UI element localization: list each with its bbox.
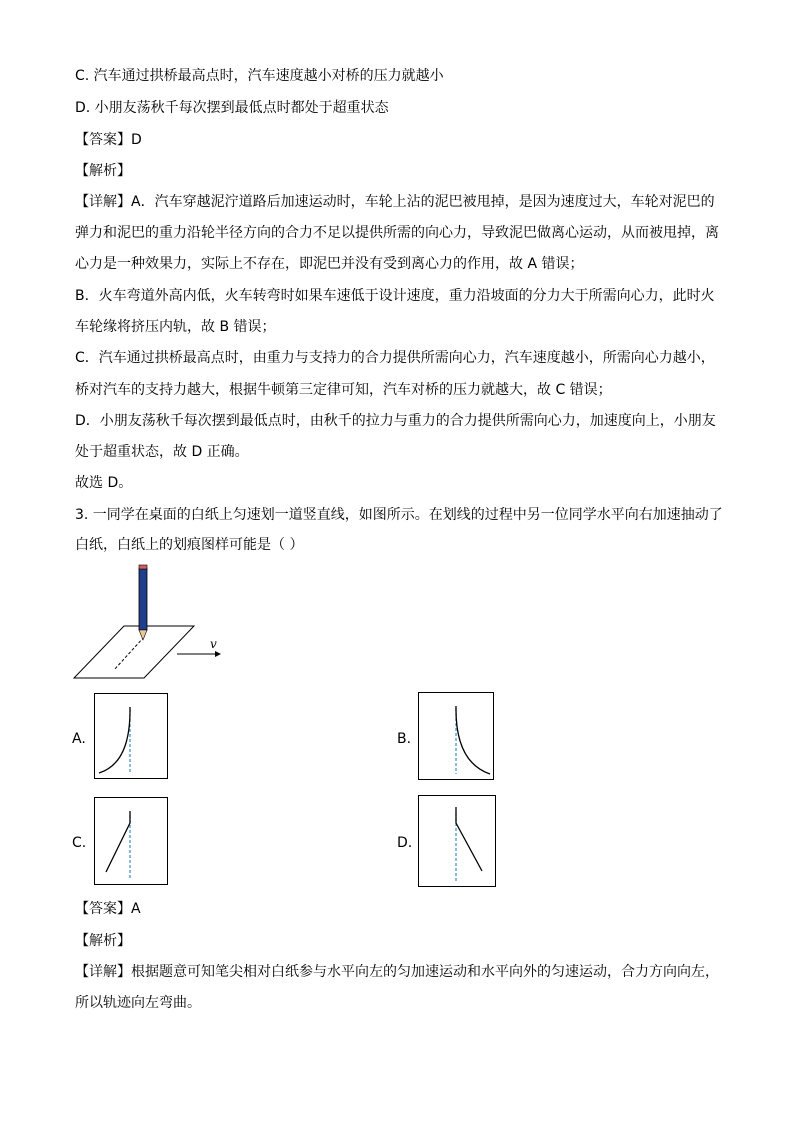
detail-line-q3: 所以轨迹向左弯曲。: [75, 995, 201, 1011]
detail-line-q3: 【详解】根据题意可知笔尖相对白纸参与水平向左的匀加速运动和水平向外的匀速运动，合力方向向左，: [75, 964, 719, 980]
choice-c-label: C.: [72, 835, 87, 851]
choice-d-label: D.: [397, 835, 413, 851]
choice-b-figure: [418, 692, 494, 780]
detail-line: 心力是一种效果力，实际上不存在，即泥巴并没有受到离心力的作用，故 A 错误；: [75, 256, 584, 272]
detail-line: 故选 D。: [75, 475, 133, 491]
velocity-label: v: [210, 637, 217, 651]
pencil-body: [139, 568, 147, 630]
setup-figure: [70, 562, 230, 682]
option-c-prev: C. 汽车通过拱桥最高点时，汽车速度越小对桥的压力就越小: [75, 68, 444, 84]
question-3-text: 白纸，白纸上的划痕图样可能是（ ）: [75, 537, 304, 553]
detail-line: 桥对汽车的支持力越大，根据牛顿第三定律可知，汽车对桥的压力就越大，故 C 错误；: [75, 382, 612, 398]
pencil-eraser: [139, 565, 147, 569]
choice-a-figure: [94, 693, 168, 779]
detail-line: 处于超重状态，故 D 正确。: [75, 444, 249, 460]
detail-line: D．小朋友荡秋千每次摆到最低点时，由秋千的拉力与重力的合力提供所需向心力，加速度向上，小朋友: [75, 413, 716, 429]
question-3-text: 3. 一同学在桌面的白纸上匀速划一道竖直线，如图所示。在划线的过程中另一位同学水平向右加速抽动了: [75, 507, 723, 523]
detail-line: C．汽车通过拱桥最高点时，由重力与支持力的合力提供所需向心力，汽车速度越小，所需向心力越小，: [75, 350, 715, 366]
choice-b-label: B.: [397, 731, 412, 747]
choice-c-figure: [94, 797, 168, 885]
option-d-prev: D. 小朋友荡秋千每次摆到最低点时都处于超重状态: [75, 100, 389, 116]
answer-q3: 【答案】A: [75, 901, 141, 917]
detail-line: 车轮缘将挤压内轨，故 B 错误；: [75, 319, 276, 335]
detail-line: B．火车弯道外高内低，火车转弯时如果车速低于设计速度，重力沿坡面的分力大于所需向心力，此时火: [75, 288, 715, 304]
choice-a-label: A.: [72, 731, 86, 747]
answer-prev: 【答案】D: [75, 132, 142, 148]
detail-line: 弹力和泥巴的重力沿轮半径方向的合力不足以提供所需的向心力，导致泥巴做离心运动，从而被甩掉，离: [75, 225, 719, 241]
detail-line: 【详解】A．汽车穿越泥泞道路后加速运动时，车轮上沾的泥巴被甩掉，是因为速度过大，车轮对泥巴的: [75, 194, 715, 210]
velocity-arrow-head: [215, 651, 221, 657]
analysis-label-prev: 【解析】: [75, 163, 131, 179]
choice-d-figure: [418, 795, 496, 887]
paper-sheet: [74, 626, 194, 678]
analysis-label-q3: 【解析】: [75, 933, 131, 949]
